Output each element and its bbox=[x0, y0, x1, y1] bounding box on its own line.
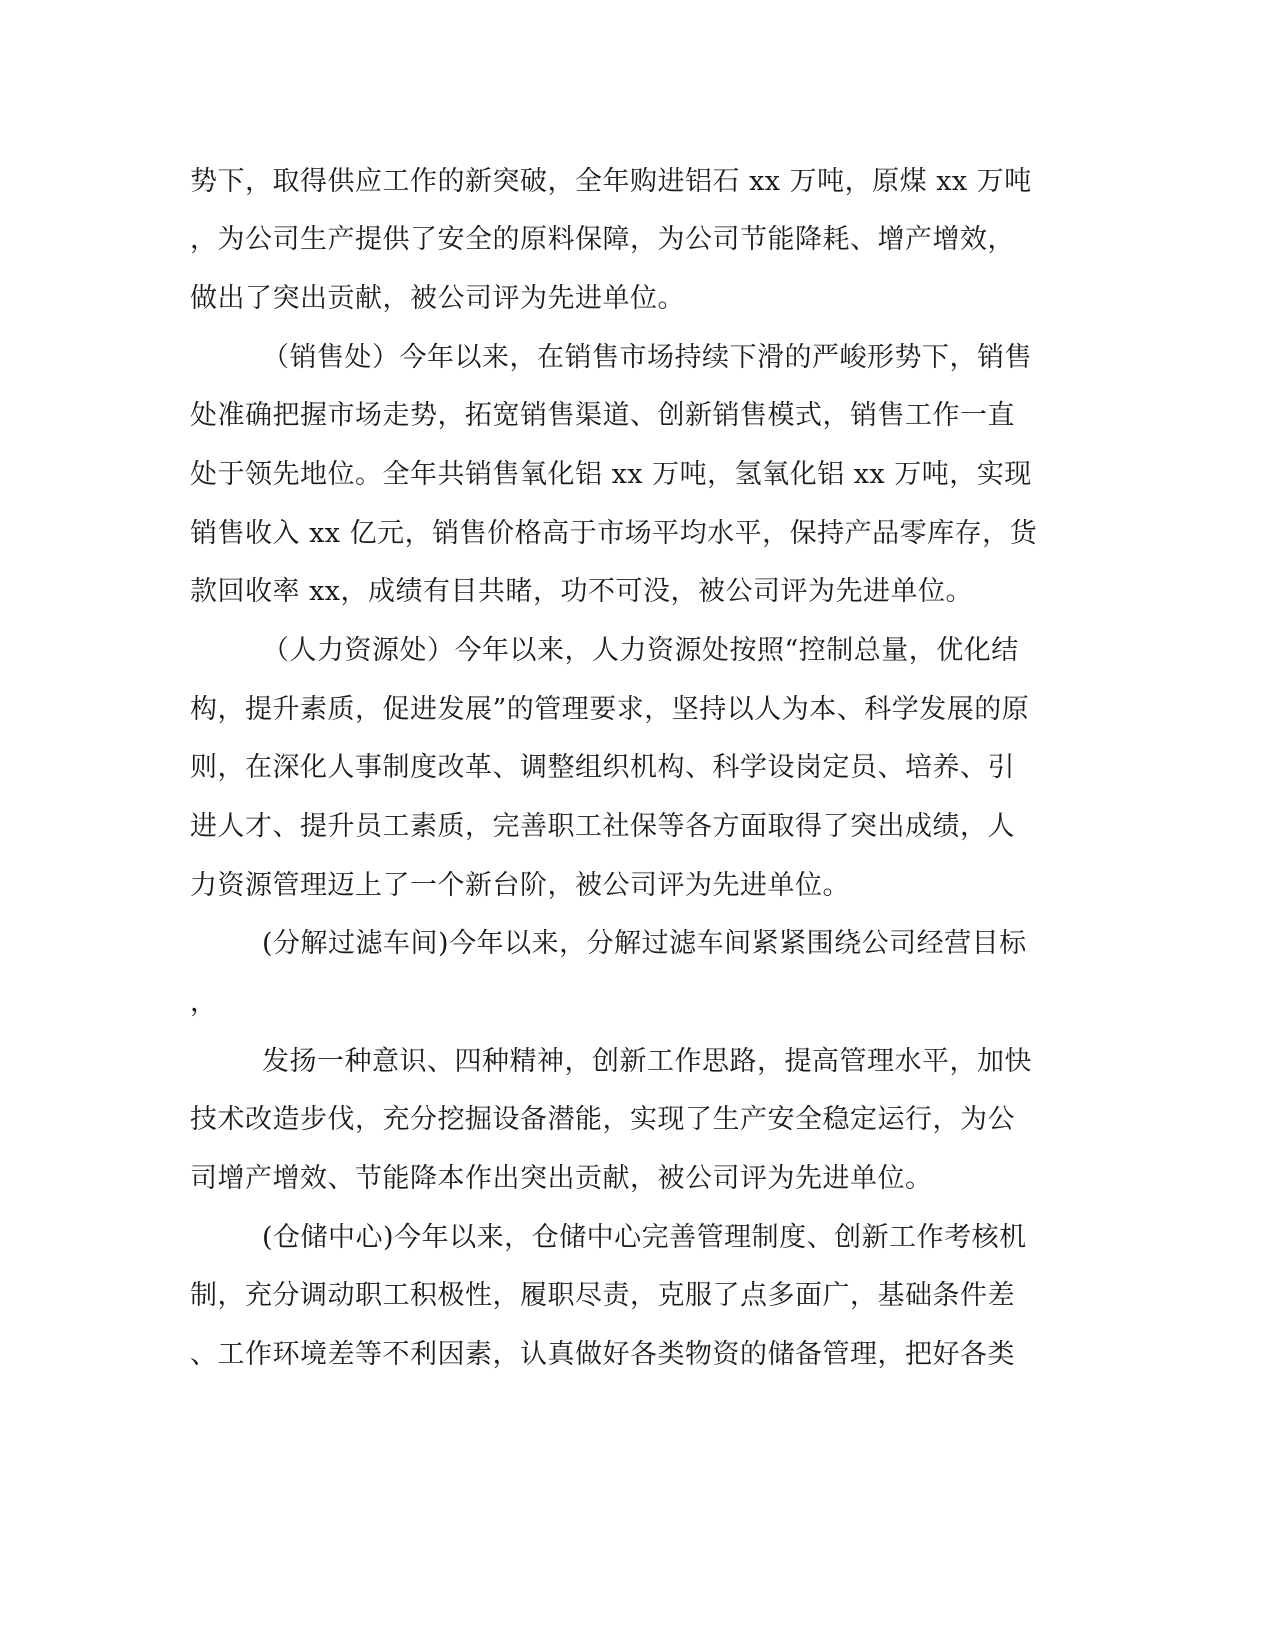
text-line: （人力资源处）今年以来，人力资源处按照“控制总量，优化结 bbox=[262, 635, 1019, 666]
text-line: 制，充分调动职工积极性，履职尽责，克服了点多面广，基础条件差 bbox=[190, 1280, 1015, 1311]
text-line: 技术改造步伐，充分挖掘设备潜能，实现了生产安全稳定运行，为公 bbox=[190, 1104, 1015, 1135]
text-line: 发扬一种意识、四种精神，创新工作思路，提高管理水平，加快 bbox=[262, 1046, 1032, 1077]
text-line: (分解过滤车间)今年以来，分解过滤车间紧紧围绕公司经营目标 bbox=[262, 928, 1027, 959]
text-line: 构，提升素质，促进发展”的管理要求，坚持以人为本、科学发展的原 bbox=[190, 694, 1030, 725]
text-line: 则，在深化人事制度改革、调整组织机构、科学设岗定员、培养、引 bbox=[190, 752, 1015, 783]
text-line: 进人才、提升员工素质，完善职工社保等各方面取得了突出成绩，人 bbox=[190, 811, 1015, 842]
text-line: （销售处）今年以来，在销售市场持续下滑的严峻形势下，销售 bbox=[262, 342, 1032, 373]
text-line: 处于领先地位。全年共销售氧化铝 xx 万吨，氢氧化铝 xx 万吨，实现 bbox=[190, 459, 1032, 490]
text-line: 处准确把握市场走势，拓宽销售渠道、创新销售模式，销售工作一直 bbox=[190, 400, 1015, 431]
text-line: 款回收率 xx，成绩有目共睹，功不可没，被公司评为先进单位。 bbox=[190, 576, 974, 607]
text-line: 、工作环境差等不利因素，认真做好各类物资的储备管理，把好各类 bbox=[190, 1339, 1015, 1370]
text-line: 销售收入 xx 亿元，销售价格高于市场平均水平，保持产品零库存，货 bbox=[190, 518, 1038, 549]
text-line: 力资源管理迈上了一个新台阶，被公司评为先进单位。 bbox=[190, 870, 850, 901]
text-line: ，为公司生产提供了安全的原料保障，为公司节能降耗、增产增效， bbox=[190, 224, 1015, 255]
text-line: 做出了突出贡献，被公司评为先进单位。 bbox=[190, 283, 685, 314]
text-line: ， bbox=[190, 987, 218, 1018]
text-line: (仓储中心)今年以来，仓储中心完善管理制度、创新工作考核机 bbox=[262, 1222, 1027, 1253]
text-line: 势下，取得供应工作的新突破，全年购进铝石 xx 万吨，原煤 xx 万吨 bbox=[190, 166, 1032, 197]
text-line: 司增产增效、节能降本作出突出贡献，被公司评为先进单位。 bbox=[190, 1163, 933, 1194]
